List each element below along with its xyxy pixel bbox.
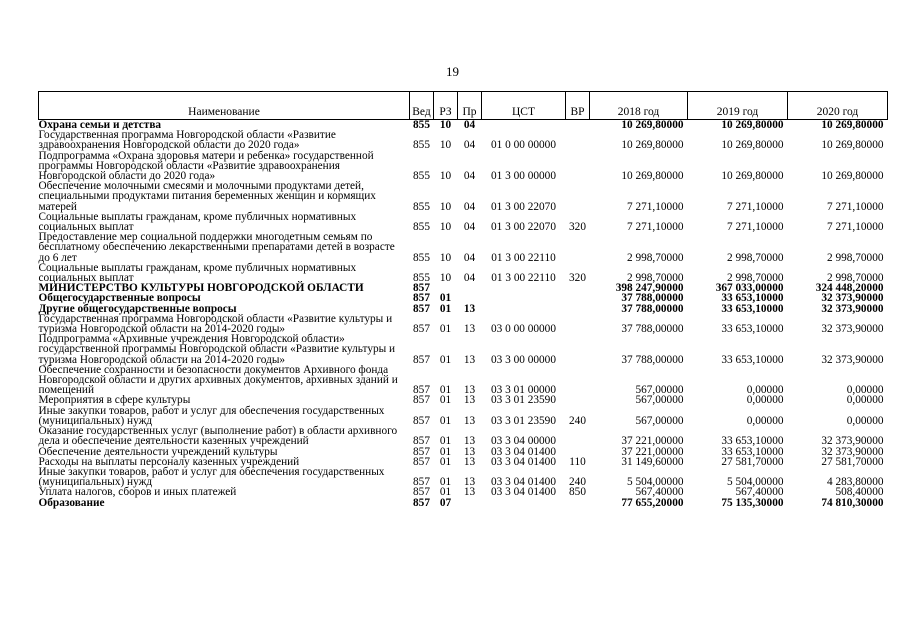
row-amount-2020: 10 269,80000 <box>821 170 884 183</box>
row-pr: 13 <box>463 414 476 427</box>
row-amount-2020: 508,40000 <box>835 486 884 499</box>
row-pr: 13 <box>463 302 476 315</box>
row-amount-2020: 32 373,90000 <box>821 323 884 336</box>
row-amount-2018: 567,00000 <box>635 384 684 397</box>
row-rz: 01 <box>439 414 452 427</box>
row-cst: 03 3 04 01400 <box>491 476 556 489</box>
row-amount-2018: 37 788,00000 <box>621 353 684 366</box>
row-pr: 04 <box>463 119 476 131</box>
row-name: Государственная программа Новгородской области «Развитие здравоохранения Новгородской области до 2020 года» <box>38 129 336 152</box>
row-cst <box>482 283 566 293</box>
table-row <box>39 426 888 446</box>
table-row <box>39 232 888 263</box>
row-pr <box>458 498 482 508</box>
row-ved: 855 <box>413 139 430 152</box>
table-row <box>39 406 888 426</box>
row-name: Социальные выплаты гражданам, кроме публичных нормативных социальных выплат <box>38 261 357 285</box>
row-amount-2019: 33 653,10000 <box>721 292 784 305</box>
column-header: 2019 год <box>688 92 788 120</box>
row-ved: 857 <box>413 496 430 509</box>
row-cst <box>482 293 566 303</box>
row-ved: 857 <box>413 455 430 468</box>
row-amount-2020: 32 373,90000 <box>821 445 884 458</box>
row-vr <box>566 426 590 446</box>
row-vr: 850 <box>569 486 586 499</box>
row-rz: 10 <box>439 139 452 152</box>
row-rz: 01 <box>439 455 452 468</box>
row-pr: 13 <box>463 353 476 366</box>
row-name: Иные закупки товаров, работ и услуг для обеспечения государственных (муниципальных) нужд <box>38 465 385 489</box>
row-ved: 857 <box>413 414 430 427</box>
table-row <box>39 365 888 396</box>
row-vr <box>566 334 590 365</box>
row-name: Обеспечение деятельности учреждений культуры <box>38 445 278 458</box>
row-amount-2018: 37 788,00000 <box>621 292 684 305</box>
row-name: Подпрограмма «Архивные учреждения Новгородской области» государственной программы Новгородской области «Развитие культуры и туризма Новгородской области на 2014-2020 годы» <box>38 333 396 366</box>
row-amount-2019: 33 653,10000 <box>721 435 784 448</box>
row-rz: 10 <box>439 251 452 264</box>
row-amount-2019: 33 653,10000 <box>721 353 784 366</box>
row-amount-2018: 567,40000 <box>635 486 684 499</box>
row-amount-2020: 4 283,80000 <box>827 476 884 489</box>
row-amount-2019: 27 581,70000 <box>721 455 784 468</box>
row-ved: 857 <box>413 282 430 295</box>
row-vr: 240 <box>569 476 586 489</box>
row-amount-2019: 75 135,30000 <box>721 496 784 509</box>
row-amount-2019: 33 653,10000 <box>721 445 784 458</box>
row-cst: 03 3 04 01400 <box>491 486 556 499</box>
row-cst: 03 3 01 23590 <box>491 414 556 427</box>
row-vr: 240 <box>569 414 586 427</box>
row-cst: 01 3 00 22110 <box>491 251 556 264</box>
row-pr: 13 <box>463 394 476 407</box>
row-amount-2019: 2 998,70000 <box>727 272 784 285</box>
row-vr: 320 <box>569 221 586 234</box>
row-amount-2018: 10 269,80000 <box>621 170 684 183</box>
row-pr: 13 <box>463 455 476 468</box>
row-rz: 01 <box>439 435 452 448</box>
row-amount-2018: 567,00000 <box>635 414 684 427</box>
row-ved: 855 <box>413 221 430 234</box>
row-pr: 13 <box>463 323 476 336</box>
row-vr <box>566 130 590 150</box>
row-amount-2020: 0,00000 <box>846 384 884 397</box>
row-pr: 04 <box>463 170 476 183</box>
row-pr: 04 <box>463 221 476 234</box>
column-header: Пр <box>458 92 482 120</box>
table-row <box>39 314 888 334</box>
row-amount-2018: 37 788,00000 <box>621 302 684 315</box>
row-pr: 13 <box>463 445 476 458</box>
row-amount-2019: 2 998,70000 <box>727 251 784 264</box>
row-cst: 03 3 01 00000 <box>491 384 556 397</box>
row-name: МИНИСТЕРСТВО КУЛЬТУРЫ НОВГОРОДСКОЙ ОБЛАСТИ <box>38 282 364 295</box>
row-cst <box>482 120 566 131</box>
row-ved: 857 <box>413 292 430 305</box>
row-name: Государственная программа Новгородской области «Развитие культуры и туризма Новгородской области на 2014-2020 годы» <box>38 312 393 336</box>
table-row <box>39 467 888 487</box>
row-rz: 01 <box>439 323 452 336</box>
row-amount-2018: 10 269,80000 <box>621 139 684 152</box>
column-header: Наименование <box>39 92 410 120</box>
row-name: Оказание государственных услуг (выполнение работ) в области архивного дела и обеспечение деятельности казенных учреждений <box>38 425 398 448</box>
row-rz: 10 <box>439 170 452 183</box>
row-cst: 01 3 00 22070 <box>491 221 556 234</box>
row-amount-2019: 0,00000 <box>746 414 784 427</box>
table-row <box>39 334 888 365</box>
table-row <box>39 130 888 150</box>
row-amount-2020: 324 448,20000 <box>815 282 884 295</box>
row-name: Обеспечение сохранности и безопасности документов Архивного фонда Новгородской области и других архивных документов, архивных зданий и помещений <box>38 363 398 397</box>
row-pr: 13 <box>463 384 476 397</box>
row-rz: 01 <box>439 445 452 458</box>
row-vr <box>566 181 590 212</box>
row-name: Общегосударственные вопросы <box>38 292 201 305</box>
row-amount-2019: 367 033,00000 <box>715 282 784 295</box>
row-pr <box>458 283 482 293</box>
row-pr: 13 <box>463 435 476 448</box>
row-ved: 857 <box>413 445 430 458</box>
row-amount-2018: 37 221,00000 <box>621 445 684 458</box>
row-pr: 13 <box>463 476 476 489</box>
row-amount-2020: 2 998,70000 <box>827 251 884 264</box>
row-cst: 03 0 00 00000 <box>491 323 556 336</box>
row-ved: 857 <box>413 384 430 397</box>
row-ved: 857 <box>413 435 430 448</box>
row-rz: 01 <box>439 394 452 407</box>
row-amount-2020: 7 271,10000 <box>827 200 884 213</box>
row-amount-2018: 398 247,90000 <box>615 282 684 295</box>
row-amount-2018: 37 221,00000 <box>621 435 684 448</box>
budget-table <box>38 91 888 508</box>
row-amount-2020: 0,00000 <box>846 394 884 407</box>
row-vr <box>566 120 590 131</box>
row-rz: 10 <box>439 119 452 131</box>
row-amount-2020: 32 373,90000 <box>821 292 884 305</box>
row-cst: 03 3 00 00000 <box>491 353 556 366</box>
row-vr <box>566 395 590 405</box>
table-row <box>39 498 888 508</box>
row-vr <box>566 304 590 314</box>
row-rz: 01 <box>439 476 452 489</box>
row-cst <box>482 498 566 508</box>
row-amount-2018: 10 269,80000 <box>621 119 684 131</box>
row-amount-2018: 2 998,70000 <box>627 251 684 264</box>
page-number: 19 <box>446 64 459 79</box>
row-pr: 04 <box>463 200 476 213</box>
row-amount-2019: 567,40000 <box>735 486 784 499</box>
column-header: ВР <box>566 92 590 120</box>
table-header-row <box>39 92 888 120</box>
row-ved: 855 <box>413 200 430 213</box>
row-cst: 01 0 00 00000 <box>491 139 556 152</box>
row-amount-2019: 10 269,80000 <box>721 119 784 131</box>
row-cst: 01 3 00 22070 <box>491 200 556 213</box>
row-amount-2019: 10 269,80000 <box>721 139 784 152</box>
row-amount-2020: 32 373,90000 <box>821 353 884 366</box>
row-vr <box>566 283 590 293</box>
row-rz: 01 <box>439 292 452 305</box>
row-amount-2020: 74 810,30000 <box>821 496 884 509</box>
row-amount-2019: 33 653,10000 <box>721 302 784 315</box>
row-amount-2020: 0,00000 <box>846 414 884 427</box>
table-row <box>39 263 888 283</box>
row-amount-2019: 0,00000 <box>746 384 784 397</box>
row-rz: 07 <box>439 496 452 509</box>
row-amount-2018: 7 271,10000 <box>627 200 684 213</box>
row-vr <box>566 498 590 508</box>
row-amount-2020: 27 581,70000 <box>821 455 884 468</box>
row-name: Уплата налогов, сборов и иных платежей <box>38 486 237 499</box>
row-amount-2019: 0,00000 <box>746 394 784 407</box>
row-amount-2020: 10 269,80000 <box>821 119 884 131</box>
row-vr: 320 <box>569 272 586 285</box>
column-header: РЗ <box>434 92 458 120</box>
row-vr <box>566 293 590 303</box>
column-header: ЦСТ <box>482 92 566 120</box>
row-name: Образование <box>38 496 105 509</box>
row-ved: 855 <box>413 170 430 183</box>
row-cst: 03 3 01 23590 <box>491 394 556 407</box>
row-vr <box>566 151 590 182</box>
row-vr <box>566 232 590 263</box>
row-rz: 01 <box>439 353 452 366</box>
row-cst: 01 3 00 00000 <box>491 170 556 183</box>
row-cst <box>482 304 566 314</box>
row-ved: 855 <box>413 251 430 264</box>
row-pr: 13 <box>463 486 476 499</box>
row-amount-2019: 10 269,80000 <box>721 170 784 183</box>
row-amount-2019: 7 271,10000 <box>727 221 784 234</box>
row-amount-2018: 567,00000 <box>635 394 684 407</box>
row-ved: 857 <box>413 394 430 407</box>
row-amount-2019: 5 504,00000 <box>727 476 784 489</box>
row-rz: 10 <box>439 272 452 285</box>
row-cst: 03 3 04 01400 <box>491 455 556 468</box>
table-row <box>39 212 888 232</box>
row-pr: 04 <box>463 251 476 264</box>
row-ved: 855 <box>413 119 430 131</box>
row-amount-2018: 5 504,00000 <box>627 476 684 489</box>
column-header: 2020 год <box>788 92 888 120</box>
row-ved: 855 <box>413 272 430 285</box>
table-row <box>39 181 888 212</box>
row-vr: 110 <box>569 455 586 468</box>
row-name: Подпрограмма «Охрана здоровья матери и ребенка» государственной программы Новгородской области «Развитие здравоохранения Новгородской области до 2020 года» <box>38 149 374 183</box>
row-ved: 857 <box>413 476 430 489</box>
row-name: Охрана семьи и детства <box>38 119 162 131</box>
row-pr: 04 <box>463 139 476 152</box>
row-amount-2019: 33 653,10000 <box>721 323 784 336</box>
row-amount-2018: 2 998,70000 <box>627 272 684 285</box>
row-amount-2020: 32 373,90000 <box>821 302 884 315</box>
row-amount-2018: 7 271,10000 <box>627 221 684 234</box>
row-vr <box>566 365 590 396</box>
row-rz: 10 <box>439 221 452 234</box>
row-amount-2020: 2 998,70000 <box>827 272 884 285</box>
row-name: Другие общегосударственные вопросы <box>38 302 237 315</box>
row-name: Иные закупки товаров, работ и услуг для обеспечения государственных (муниципальных) нужд <box>38 404 385 427</box>
row-amount-2019: 7 271,10000 <box>727 200 784 213</box>
row-rz: 01 <box>439 302 452 315</box>
row-name: Социальные выплаты гражданам, кроме публичных нормативных социальных выплат <box>38 210 357 234</box>
column-header: Вед <box>410 92 434 120</box>
row-rz: 01 <box>439 384 452 397</box>
row-name: Предоставление мер социальной поддержки многодетным семьям по бесплатному обеспечению лекарственными препаратами детей в возрасте до 6 лет <box>38 231 395 264</box>
column-header: 2018 год <box>590 92 688 120</box>
row-amount-2018: 37 788,00000 <box>621 323 684 336</box>
row-rz: 10 <box>439 200 452 213</box>
row-cst: 03 3 04 00000 <box>491 435 556 448</box>
row-ved: 857 <box>413 486 430 499</box>
row-ved: 857 <box>413 323 430 336</box>
row-amount-2018: 77 655,20000 <box>621 496 684 509</box>
row-rz: 01 <box>439 486 452 499</box>
row-ved: 857 <box>413 353 430 366</box>
row-amount-2020: 7 271,10000 <box>827 221 884 234</box>
row-amount-2020: 32 373,90000 <box>821 435 884 448</box>
row-amount-2020: 10 269,80000 <box>821 139 884 152</box>
row-pr: 04 <box>463 272 476 285</box>
row-name: Мероприятия в сфере культуры <box>38 394 191 407</box>
row-name: Расходы на выплаты персоналу казенных учреждений <box>38 455 300 468</box>
table-row <box>39 487 888 497</box>
row-cst: 03 3 04 01400 <box>491 445 556 458</box>
row-amount-2018: 31 149,60000 <box>621 455 684 468</box>
table-row <box>39 151 888 182</box>
row-ved: 857 <box>413 302 430 315</box>
row-cst: 01 3 00 22110 <box>491 272 556 285</box>
row-vr <box>566 314 590 334</box>
row-name: Обеспечение молочными смесями и молочными продуктами детей, специальными продуктами питания беременных женщин и кормящих матерей <box>38 180 376 213</box>
